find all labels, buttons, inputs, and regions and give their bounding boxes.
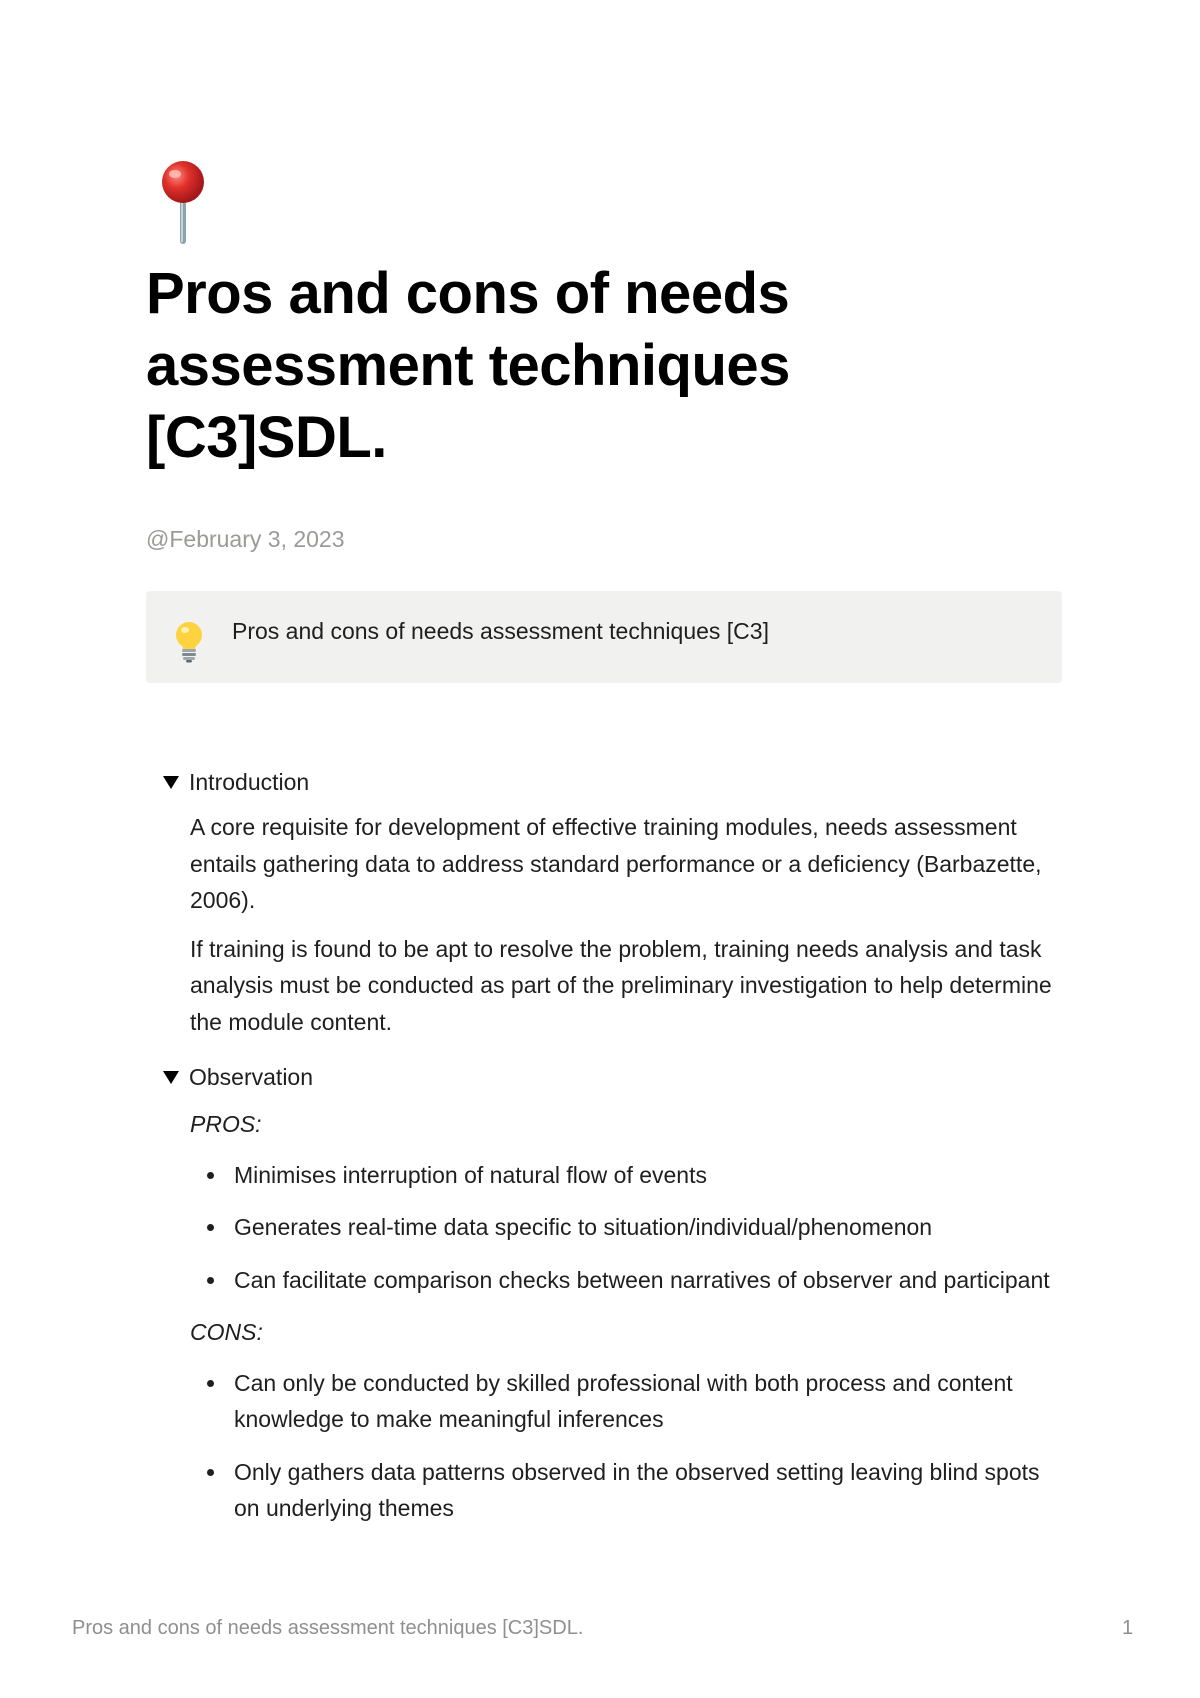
paragraph: If training is found to be apt to resolve the problem, training needs analysis and task analysis must be conducted as part of the preliminary investigation to help determine the module content. — [190, 935, 1052, 1035]
toggle-observation — [162, 1060, 1062, 1543]
triangle-down-icon[interactable] — [163, 1071, 179, 1084]
cons-label: CONS: — [190, 1319, 263, 1345]
page-date: @February 3, 2023 — [146, 526, 345, 552]
footer-title: Pros and cons of needs assessment techniques [C3]SDL. — [72, 1617, 584, 1639]
callout-text: Pros and cons of needs assessment techniques [C3] — [232, 618, 769, 644]
toggle-content — [162, 1106, 1062, 1527]
pros-label: PROS: — [190, 1111, 262, 1137]
callout-block — [146, 591, 1062, 683]
toggle-title: Observation — [189, 1063, 314, 1090]
lightbulb-icon — [174, 621, 204, 663]
triangle-down-icon[interactable] — [163, 776, 179, 789]
list-item: Can only be conducted by skilled professional with both process and content knowledge to make meaningful inferences — [190, 1365, 1062, 1438]
pushpin-icon — [150, 158, 220, 248]
list-item: Generates real-time data specific to situation/individual/phenomenon — [190, 1209, 1062, 1246]
pros-list — [190, 1157, 1062, 1299]
paragraph: A core requisite for development of effective training modules, needs assessment entails gathering data to address standard performance or a deficiency (Barbazette, 2006). — [190, 814, 1042, 913]
list-item: Can facilitate comparison checks between narratives of observer and participant — [190, 1262, 1062, 1299]
footer-page-number: 1 — [1122, 1617, 1134, 1639]
cons-list — [190, 1365, 1062, 1527]
toggle-header-introduction[interactable] — [162, 765, 1062, 799]
list-item: Only gathers data patterns observed in the observed setting leaving blind spots on underlying themes — [190, 1454, 1062, 1527]
toggle-content — [162, 809, 1062, 1040]
toggle-title: Introduction — [189, 768, 310, 795]
toggle-introduction — [162, 765, 1062, 1052]
list-item: Minimises interruption of natural flow of events — [190, 1157, 1062, 1194]
toggle-header-observation[interactable] — [162, 1060, 1062, 1094]
page-title: Pros and cons of needs assessment techniques [C3]SDL. — [146, 261, 790, 470]
